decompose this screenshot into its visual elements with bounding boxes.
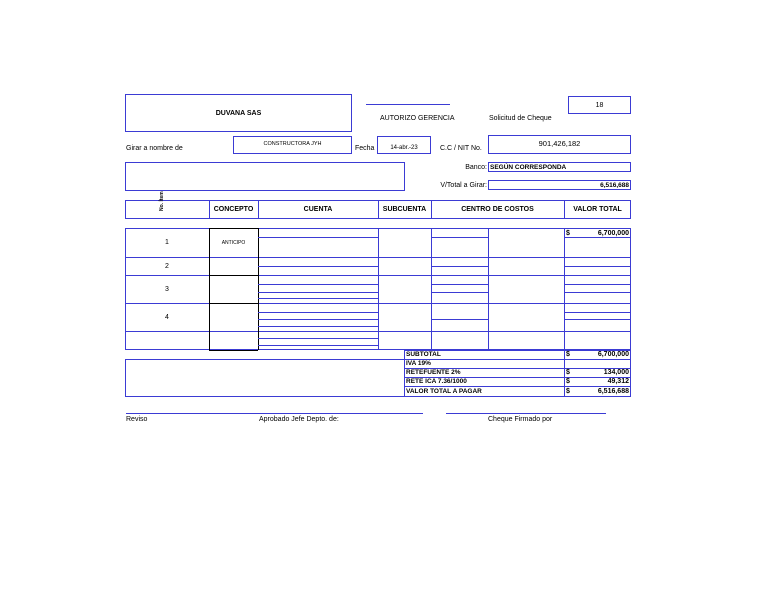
concepto-border — [258, 228, 259, 350]
header-concepto: CONCEPTO — [213, 206, 254, 213]
header-item: No. Ítem — [159, 191, 165, 211]
col-divider — [488, 228, 489, 350]
valor-subline — [564, 312, 631, 313]
fecha-value: 14-abr.-23 — [390, 145, 418, 151]
girar-label: Girar a nombre de — [126, 145, 183, 152]
centro-subline — [431, 319, 488, 320]
concepto-border — [209, 228, 258, 229]
col-divider — [378, 228, 379, 350]
row-item-number: 2 — [165, 263, 169, 270]
autorizo-label: AUTORIZO GERENCIA — [380, 115, 455, 122]
row-item-number: 4 — [165, 314, 169, 321]
concepto-border — [209, 303, 258, 304]
valor-subline — [564, 284, 631, 285]
cheque-line — [446, 413, 606, 414]
nit-value: 901,426,182 — [538, 139, 581, 148]
cuenta-subline — [258, 338, 378, 339]
total-pagar-currency: $ — [566, 388, 570, 395]
cuenta-subline — [258, 284, 378, 285]
cuenta-subline — [258, 292, 378, 293]
reviso-label: Reviso — [126, 416, 148, 423]
solicitud-label: Solicitud de Cheque — [489, 115, 552, 122]
header-centro-costos: CENTRO DE COSTOS — [461, 206, 534, 213]
cuenta-subline — [258, 312, 378, 313]
cuenta-subline — [258, 298, 378, 299]
vtotal-label: V/Total a Girar: — [440, 182, 487, 189]
reteica-label: RETE ICA 7.36/1000 — [406, 378, 467, 385]
header-subcuenta: SUBCUENTA — [382, 206, 427, 213]
header-cuenta: CUENTA — [303, 206, 333, 213]
row-valor: 6,700,000 — [597, 230, 629, 237]
cheque-label: Cheque Firmado por — [488, 416, 553, 423]
row-item-number: 1 — [165, 239, 169, 246]
centro-subline — [431, 292, 488, 293]
cuenta-subline — [258, 319, 378, 320]
iva-label: IVA 19% — [406, 360, 431, 367]
concepto-border — [209, 275, 258, 276]
col-divider — [564, 228, 565, 350]
row-currency: $ — [566, 230, 570, 237]
cc-nit-label: C.C / NIT No. — [440, 145, 482, 152]
totals-divider — [564, 350, 565, 397]
retefuente-value: 134,000 — [603, 369, 629, 376]
valor-subline — [564, 319, 631, 320]
valor-subline — [564, 292, 631, 293]
retefuente-label: RETEFUENTE 2% — [406, 369, 461, 376]
concepto-border — [209, 350, 258, 351]
col-divider — [431, 228, 432, 350]
valor-subline — [564, 266, 631, 267]
centro-subline — [431, 284, 488, 285]
autorizo-signature-line — [366, 104, 450, 105]
total-pagar-value: 6,516,688 — [597, 388, 629, 395]
aprobado-label: Aprobado Jefe Depto. de: — [259, 416, 339, 423]
banco-value: SEGÚN CORRESPONDA — [490, 164, 567, 171]
observations-box — [125, 359, 405, 397]
reteica-currency: $ — [566, 378, 570, 385]
reteica-value: 49,312 — [607, 378, 629, 385]
fecha-label: Fecha — [355, 145, 375, 152]
cuenta-subline — [258, 345, 378, 346]
company-name: DUVANA SAS — [215, 110, 262, 117]
centro-subline — [431, 266, 488, 267]
header-valor-total: VALOR TOTAL — [573, 206, 622, 213]
payee-name: CONSTRUCTORA JYH — [263, 141, 322, 147]
request-number: 18 — [595, 102, 604, 109]
cuenta-subline — [258, 237, 378, 238]
total-pagar-label: VALOR TOTAL A PAGAR — [406, 388, 482, 395]
subtotal-value: 6,700,000 — [597, 351, 629, 358]
retefuente-currency: $ — [566, 369, 570, 376]
banco-label: Banco: — [465, 164, 487, 171]
subtotal-label: SUBTOTAL — [406, 351, 441, 358]
subtotal-currency: $ — [566, 351, 570, 358]
cuenta-subline — [258, 326, 378, 327]
centro-subline — [431, 237, 488, 238]
totals-separator — [404, 359, 631, 360]
vtotal-value: 6,516,688 — [600, 182, 629, 189]
cuenta-subline — [258, 266, 378, 267]
notes-box — [125, 162, 405, 191]
reviso-line — [126, 413, 423, 414]
row-concepto: ANTICIPO — [221, 240, 246, 246]
row-item-number: 3 — [165, 286, 169, 293]
